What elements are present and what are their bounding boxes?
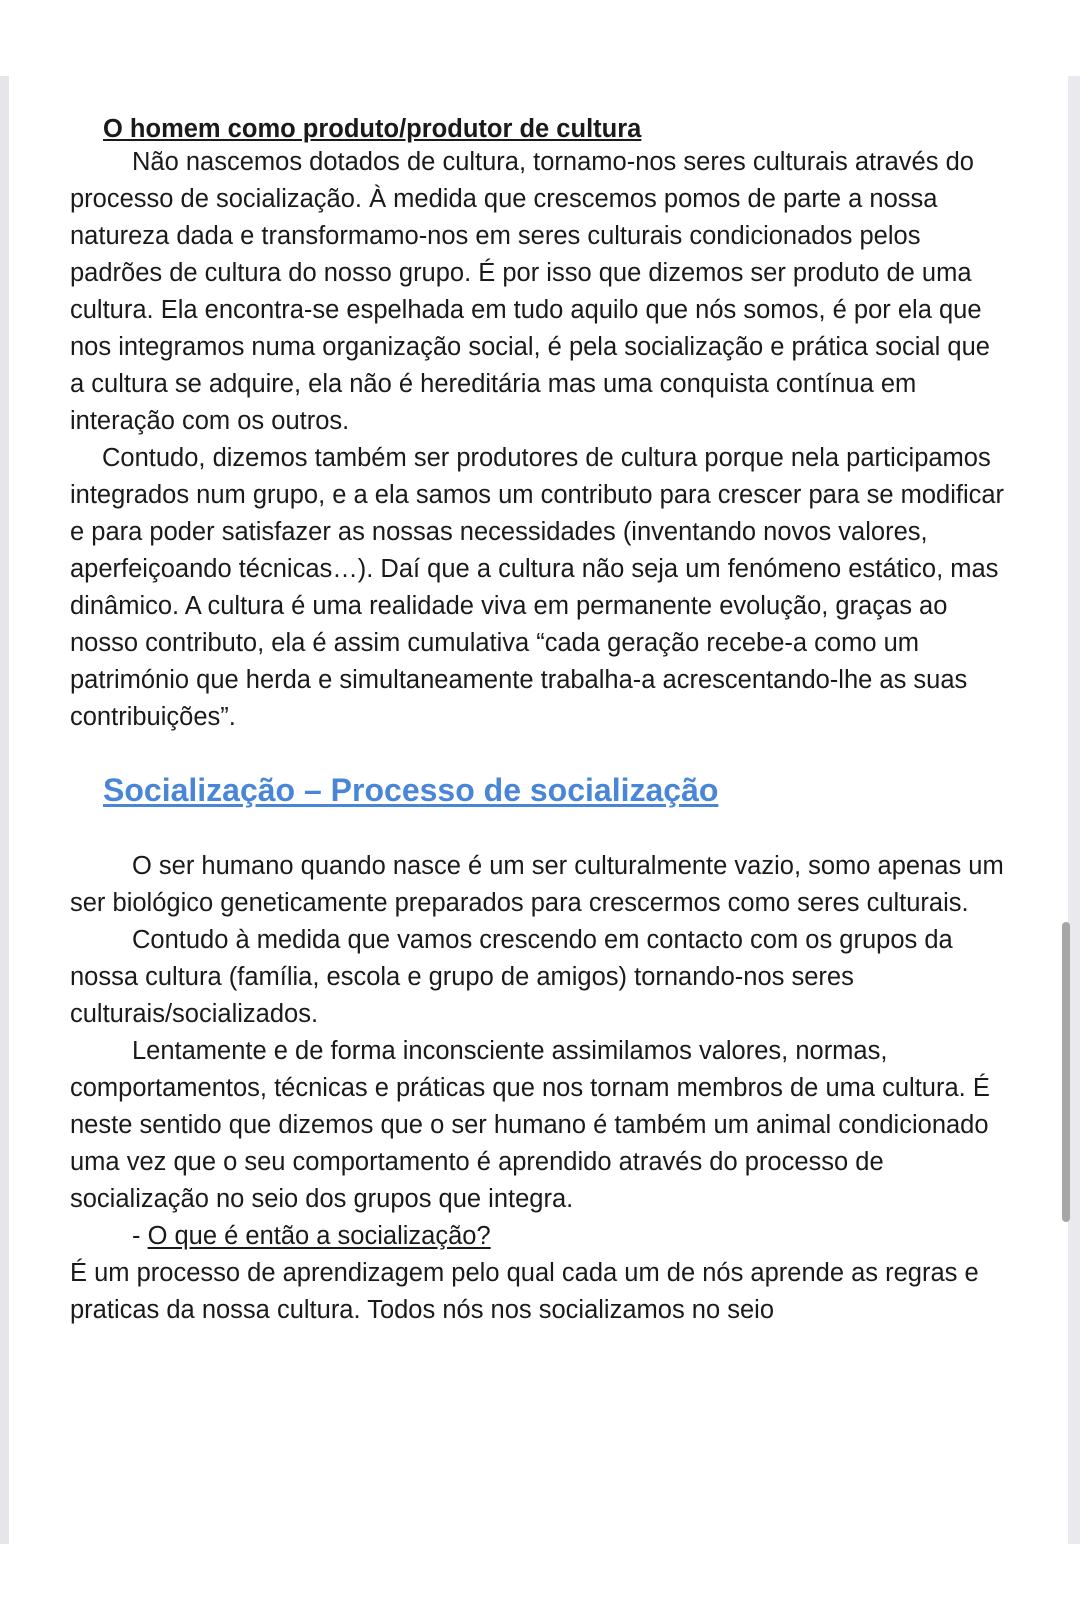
section-title: Socialização – Processo de socialização xyxy=(103,772,719,808)
paragraph: É um processo de aprendizagem pelo qual cada um de nós aprende as regras e praticas da nossa cultura. Todos nós nos socializamos no seio xyxy=(70,1259,986,1324)
document-page xyxy=(70,114,1010,1329)
section-heading: O homem como produto/produtor de cultura xyxy=(103,115,642,143)
paragraph: Contudo à medida que vamos crescendo em contacto com os grupos da nossa cultura (família, escola e grupo de amigos) tornando-nos seres culturais/socializados. xyxy=(70,926,960,1028)
paragraph: Lentamente e de forma inconsciente assimilamos valores, normas, comportamentos, técnicas e práticas que nos tornam membros de uma cultura. É neste sentido que dizemos que o ser humano é também um animal condicionado uma vez que o seu comportamento é aprendido através do processo de socialização no seio dos grupos que integra. xyxy=(70,1037,997,1213)
viewer-left-edge xyxy=(0,76,9,1544)
question-line xyxy=(70,1218,1010,1255)
scrollbar-track[interactable] xyxy=(1058,76,1068,1544)
viewer-right-edge xyxy=(1068,76,1080,1544)
scrollbar-thumb[interactable] xyxy=(1062,922,1070,1222)
paragraph: Não nascemos dotados de cultura, tornamo-nos seres culturais através do processo de socialização. À medida que crescemos pomos de parte a nossa natureza dada e transformamo-nos em seres culturais condicionados pelos padrões de cultura do nosso grupo. É por isso que dizemos ser produto de uma cultura. Ela encontra-se espelhada em tudo aquilo que nós somos, é por ela que nos integramos numa organização social, é pela socialização e prática social que a cultura se adquire, ela não é hereditária mas uma conquista contínua em interação com os outros. xyxy=(70,148,998,435)
question-text: O que é então a socialização? xyxy=(147,1222,491,1250)
document-viewer xyxy=(0,76,1080,1544)
paragraph: Contudo, dizemos também ser produtores de cultura porque nela participamos integrados num grupo, e a ela samos um contributo para crescer para se modificar e para poder satisfazer as nossas necessidades (inventando novos valores, aperfeiçoando técnicas…). Daí que a cultura não seja um fenómeno estático, mas dinâmico. A cultura é uma realidade viva em permanente evolução, graças ao nosso contributo, ela é assim cumulativa “cada geração recebe-a como um património que herda e simultaneamente trabalha-a acrescentando-lhe as suas contribuições”. xyxy=(70,444,1012,731)
paragraph: O ser humano quando nasce é um ser culturalmente vazio, somo apenas um ser biológico geneticamente preparados para crescermos como seres culturais. xyxy=(70,852,1011,917)
question-prefix: - xyxy=(132,1222,148,1250)
